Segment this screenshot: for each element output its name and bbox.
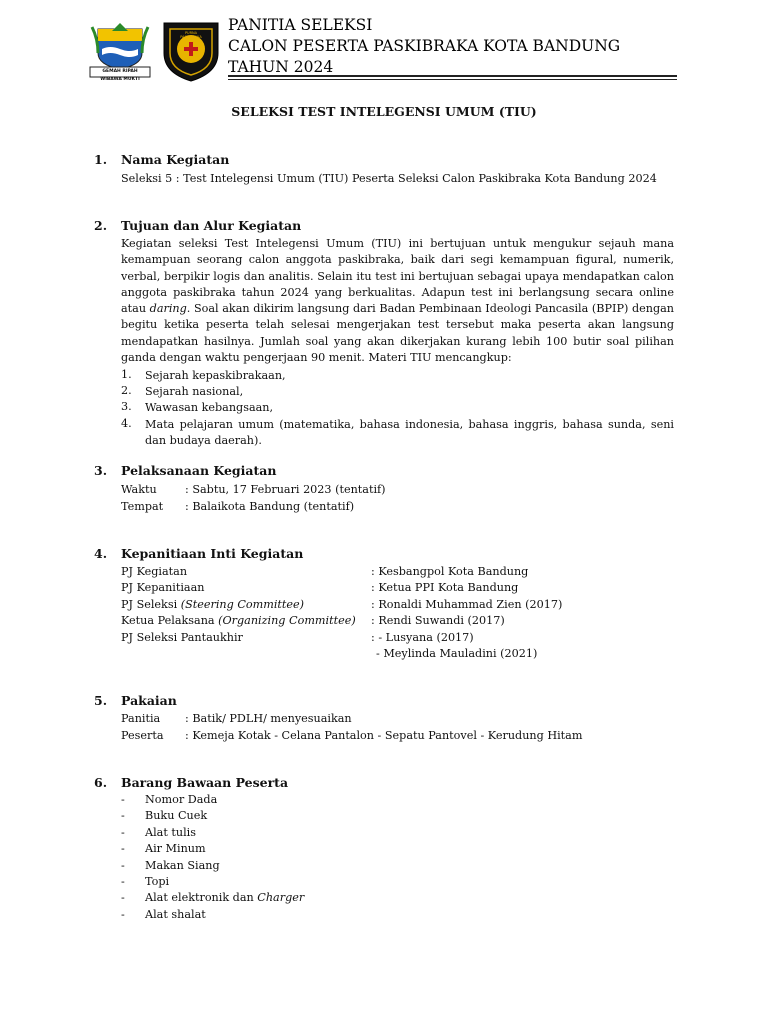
list-item: Alat shalat [145,908,206,921]
list-item [145,891,304,904]
section-6-title: Barang Bawaan Peserta [121,775,289,790]
bullet-dash: - [121,875,125,888]
list-item: Nomor Dada [145,793,218,806]
role-text: PJ Kepanitiaan [121,581,205,594]
committee-person-extra: - Meylinda Mauladini (2021) [376,647,538,660]
committee-role [121,630,243,646]
section-2-number: 2. [94,218,108,233]
section-6-number: 6. [94,775,108,790]
field-value: : Balaikota Bandung (tentatif) [185,500,355,513]
header-line-3: TAHUN 2024 [228,58,334,76]
bullet-dash: - [121,859,125,872]
header-line-1: PANITIA SELEKSI [228,16,373,34]
committee-person: : Ronaldi Muhammad Zien (2017) [371,598,563,611]
section-1-title: Nama Kegiatan [121,152,230,167]
committee-person: : Ketua PPI Kota Bandung [371,581,519,594]
bullet-dash: - [121,842,125,855]
bullet-dash: - [121,809,125,822]
role-text: Ketua Pelaksana [121,614,219,627]
committee-role [121,580,204,596]
list-item: Sejarah kepaskibrakaan, [145,369,286,382]
role-italic: (Steering Committee) [180,598,305,611]
field-value: : Batik/ PDLH/ menyesuaikan [185,712,352,725]
section-5-number: 5. [94,693,108,708]
list-item: Air Minum [145,842,206,855]
committee-person: : Kesbangpol Kota Bandung [371,565,529,578]
section-4-number: 4. [94,546,108,561]
section-5-title: Pakaian [121,693,177,708]
document-title: SELEKSI TEST INTELEGENSI UMUM (TIU) [231,104,537,119]
paragraph-italic: daring [149,302,187,316]
bullet-dash: - [121,891,125,904]
list-item-number: 2. [121,384,132,397]
list-item: Buku Cuek [145,809,208,822]
bandung-city-logo [88,19,152,81]
list-item: Alat tulis [145,826,196,839]
role-italic: (Organizing Committee) [218,614,356,627]
field-value: : Kemeja Kotak - Celana Pantalon - Sepatu Pantovel - Kerudung Hitam [185,729,583,742]
committee-role [121,564,187,580]
role-text: PJ Seleksi Pantaukhir [121,631,243,644]
bullet-dash: - [121,908,125,921]
list-item: Topi [145,875,170,888]
field-label: Tempat [121,500,164,513]
item-italic: Charger [257,891,305,904]
section-2-title: Tujuan dan Alur Kegiatan [121,218,302,233]
list-item-number: 1. [121,368,132,381]
header-line-2: CALON PESERTA PASKIBRAKA KOTA BANDUNG [228,37,621,55]
paragraph-part-b: . Soal akan dikirim langsung dari Badan Pembinaan Ideologi Pancasila (BPIP) dengan begitu ketika peserta telah selesai mengerjakan test tersebut maka peserta akan langsung mendapatkan hasilnya. Jumlah soal yang akan dikerjakan kurang lebih 100 butir soal pilihan ganda dengan waktu pengerjaan 90 menit. Materi TIU mencangkup: [121,302,674,365]
committee-person: : Rendi Suwandi (2017) [371,614,505,627]
list-item-number: 4. [121,417,132,430]
section-1-text: Seleksi 5 : Test Intelegensi Umum (TIU) Peserta Seleksi Calon Paskibraka Kota Bandung 2024 [121,172,657,185]
header-rule-thin [228,79,677,80]
item-text: Alat elektronik dan [145,891,258,904]
ppi-logo [160,19,222,83]
bullet-dash: - [121,826,125,839]
section-3-title: Pelaksanaan Kegiatan [121,463,277,478]
field-value: : Sabtu, 17 Februari 2023 (tentatif) [185,483,386,496]
ppi-logo-text: PURNA PASKIBRAKA INDONESIA [180,31,202,43]
field-label: Waktu [121,483,157,496]
committee-role [121,613,356,629]
role-text: PJ Seleksi [121,598,181,611]
list-item-number: 3. [121,400,132,413]
field-label: Panitia [121,712,161,725]
list-item: Makan Siang [145,859,220,872]
bullet-dash: - [121,793,125,806]
paragraph-part-a: Kegiatan seleksi Test Intelegensi Umum (TIU) ini bertujuan untuk mengukur sejauh mana kemampuan seorang calon anggota paskibraka, baik dari segi kemampuan figural, numerik, verbal, berpikir logis dan analitis. Selain itu test ini bertujuan sebagai upaya mendapatkan calon anggota paskibraka tahun 2024 yang berkualitas. Adapun test ini berlangsung secara online atau [121,237,674,316]
list-item: Wawasan kebangsaan, [145,401,274,414]
committee-role [121,597,304,613]
section-1-number: 1. [94,152,108,167]
logo-motto: GEMAH RIPAH WIBAWA MUKTI [100,69,140,82]
list-item: Sejarah nasional, [145,385,244,398]
section-4-title: Kepanitiaan Inti Kegiatan [121,546,304,561]
role-text: PJ Kegiatan [121,565,188,578]
section-3-number: 3. [94,463,108,478]
committee-person: : - Lusyana (2017) [371,631,474,644]
header-rule-thick [228,75,677,77]
list-item: Mata pelajaran umum (matematika, bahasa indonesia, bahasa inggris, bahasa sunda, seni dan budaya daerah). [145,418,674,448]
section-2-paragraph [121,236,674,366]
field-label: Peserta [121,729,164,742]
